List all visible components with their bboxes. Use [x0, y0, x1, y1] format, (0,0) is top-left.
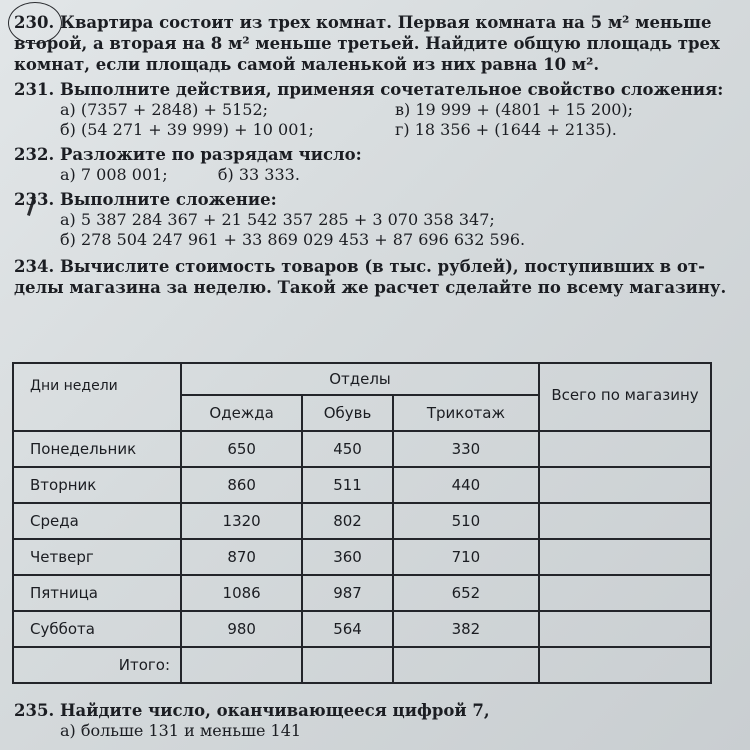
value-cell: 1320: [181, 503, 302, 539]
value-cell: 510: [393, 503, 539, 539]
value-cell: 360: [302, 539, 393, 575]
problems-text: [14, 12, 736, 298]
value-cell: 802: [302, 503, 393, 539]
problem-232-title: 232. Разложите по разрядам число:: [14, 145, 362, 164]
total-cell[interactable]: [539, 503, 711, 539]
total-cell[interactable]: [393, 647, 539, 683]
value-cell: 860: [181, 467, 302, 503]
problem-234-line-2: делы магазина за неделю. Такой же расчет сделайте по всему магазину.: [14, 278, 727, 297]
departments-header: Отделы: [181, 363, 539, 395]
value-cell: 1086: [181, 575, 302, 611]
total-cell[interactable]: [539, 539, 711, 575]
day-cell: Четверг: [13, 539, 181, 575]
total-cell[interactable]: [302, 647, 393, 683]
problem-233-b: б) 278 504 247 961 + 33 869 029 453 + 87 696 632 596.: [60, 230, 526, 249]
day-cell: Пятница: [13, 575, 181, 611]
value-cell: 650: [181, 431, 302, 467]
problem-231-row-1: [14, 100, 736, 120]
total-cell[interactable]: [539, 611, 711, 647]
value-cell: 652: [393, 575, 539, 611]
value-cell: 330: [393, 431, 539, 467]
problem-231-title: 231. Выполните действия, применяя сочетательное свойство сложения:: [14, 80, 724, 99]
problem-230-line-1: 230. Квартира состоит из трех комнат. Первая комната на 5 м² меньше: [14, 13, 712, 32]
value-cell: 987: [302, 575, 393, 611]
problem-230-line-2: второй, а вторая на 8 м² меньше третьей. Найдите общую площадь трех: [14, 34, 720, 53]
total-label: Итого:: [13, 647, 181, 683]
table-row: [13, 611, 711, 647]
total-cell[interactable]: [181, 647, 302, 683]
value-cell: 450: [302, 431, 393, 467]
problem-235-a: а) больше 131 и меньше 141: [60, 721, 302, 740]
goods-table: [12, 362, 712, 684]
department-shoes: Обувь: [302, 395, 393, 431]
problem-231-v: в) 19 999 + (4801 + 15 200);: [395, 100, 634, 119]
value-cell: 440: [393, 467, 539, 503]
total-cell[interactable]: [539, 647, 711, 683]
table-row: [13, 503, 711, 539]
problem-233-a: а) 5 387 284 367 + 21 542 357 285 + 3 070 358 347;: [60, 210, 495, 229]
problem-232-a: а) 7 008 001;: [60, 165, 168, 184]
day-cell: Среда: [13, 503, 181, 539]
value-cell: 511: [302, 467, 393, 503]
day-cell: Вторник: [13, 467, 181, 503]
day-cell: Понедельник: [13, 431, 181, 467]
problem-235: [14, 700, 490, 741]
table-row: [13, 467, 711, 503]
department-knitwear: Трикотаж: [393, 395, 539, 431]
problem-231-b: б) (54 271 + 39 999) + 10 001;: [60, 120, 314, 139]
total-cell[interactable]: [539, 431, 711, 467]
problem-231-g: г) 18 356 + (1644 + 2135).: [395, 120, 617, 139]
problem-231-row-2: [14, 120, 736, 140]
table-row: [13, 539, 711, 575]
problem-235-line-1: 235. Найдите число, оканчивающееся цифрой 7,: [14, 701, 490, 720]
value-cell: 710: [393, 539, 539, 575]
days-header: Дни недели: [13, 363, 181, 431]
department-clothes: Одежда: [181, 395, 302, 431]
table-row: [13, 431, 711, 467]
problem-232-items: [14, 165, 736, 185]
goods-table-wrap: [12, 362, 712, 684]
table-total-row: [13, 647, 711, 683]
day-cell: Суббота: [13, 611, 181, 647]
table-row: [13, 575, 711, 611]
problem-231-a: а) (7357 + 2848) + 5152;: [60, 100, 269, 119]
problem-232-b: б) 33 333.: [217, 165, 300, 184]
problem-233-title: 233. Выполните сложение:: [14, 190, 277, 209]
value-cell: 564: [302, 611, 393, 647]
problem-230-number: 230.: [14, 13, 55, 32]
problem-230-line-3: комнат, если площадь самой маленькой из них равна 10 м².: [14, 55, 600, 74]
total-cell[interactable]: [539, 467, 711, 503]
total-header: Всего по магазину: [539, 363, 711, 431]
value-cell: 870: [181, 539, 302, 575]
value-cell: 382: [393, 611, 539, 647]
total-cell[interactable]: [539, 575, 711, 611]
value-cell: 980: [181, 611, 302, 647]
problem-234-line-1: 234. Вычислите стоимость товаров (в тыс. рублей), поступивших в от-: [14, 257, 705, 276]
